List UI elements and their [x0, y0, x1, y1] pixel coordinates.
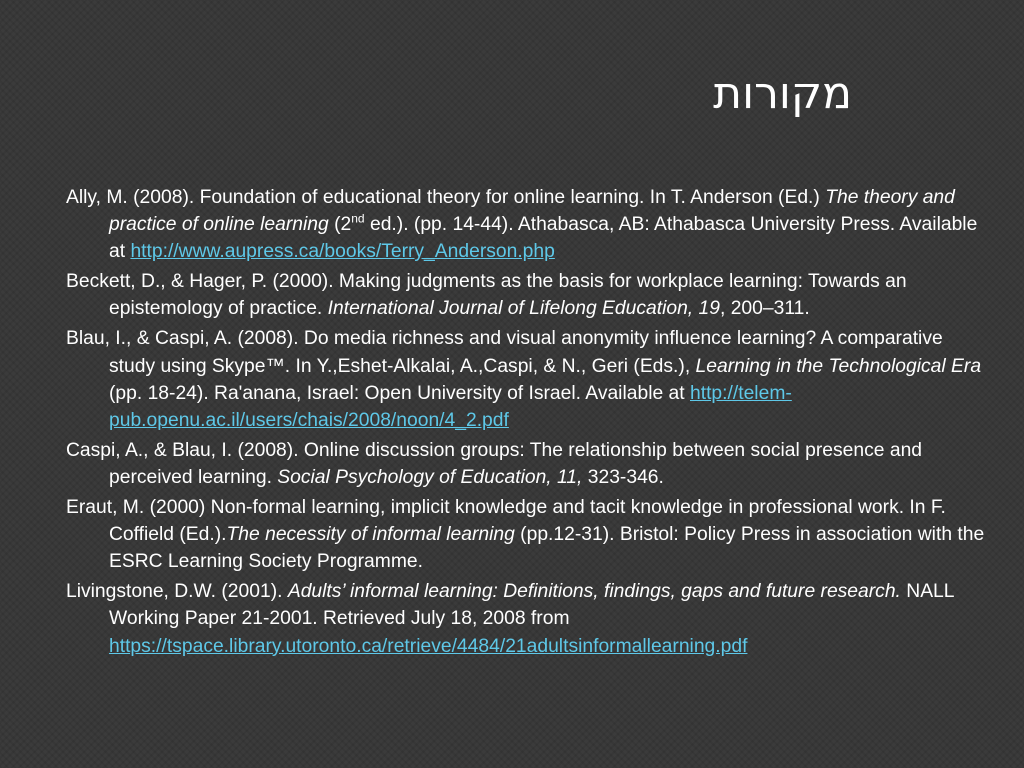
reference-link-openu[interactable]: http://telem-pub.openu.ac.il/users/chais/2008/noon/4_2.pdf [109, 382, 792, 431]
reference-caspi [66, 437, 986, 491]
reference-text: Livingstone, D.W. (2001). [66, 581, 288, 603]
reference-text: , 200–311. [719, 298, 810, 320]
reference-text: (2 [328, 214, 352, 236]
reference-text: NALL Working Paper 21-2001. Retrieved July 18, 2008 from [109, 581, 954, 630]
slide-title: מקורות [713, 68, 852, 119]
reference-text: Beckett, D., & Hager, P. (2000). Making judgments as the basis for workplace learning: Towards an epistemology of practice. [66, 271, 907, 320]
reference-link-utoronto[interactable]: https://tspace.library.utoronto.ca/retrieve/4484/21adultsinformallearning.pdf [109, 635, 748, 657]
reference-text: Caspi, A., & Blau, I. (2008). Online discussion groups: The relationship between social presence and perceived learning. [66, 439, 923, 488]
reference-ally [66, 184, 986, 265]
reference-link-aupress[interactable]: http://www.aupress.ca/books/Terry_Anderson.php [130, 241, 555, 263]
reference-superscript: nd [351, 211, 365, 226]
reference-text: 323-346. [582, 466, 664, 488]
reference-text: (pp. 18-24). Ra'anana, Israel: Open University of Israel. Available at [109, 382, 690, 404]
reference-text: ed.). (pp. 14-44). Athabasca, AB: Athabasca University Press. Available at [109, 214, 978, 263]
reference-text: Blau, I., & Caspi, A. (2008). Do media richness and visual anonymity influence learning? A comparative study using Skype™. In Y.,Eshet-Alkalai, A.,Caspi, & N., Geri (Eds.), [66, 328, 943, 377]
reference-blau [66, 325, 986, 433]
reference-work-title: International Journal of Lifelong Education, 19 [327, 298, 720, 320]
reference-work-title: Learning in the Technological Era [695, 355, 982, 377]
reference-work-title: Adults’ informal learning: Definitions, findings, gaps and future research. [287, 581, 901, 603]
reference-work-title: Social Psychology of Education, 11, [277, 466, 583, 488]
reference-list [66, 184, 986, 663]
reference-text: (pp.12-31). Bristol: Policy Press in association with the ESRC Learning Society Programme. [109, 524, 985, 573]
reference-work-title: The necessity of informal learning [226, 524, 515, 546]
reference-livingstone [66, 578, 986, 659]
reference-text: Ally, M. (2008). Foundation of educational theory for online learning. In T. Anderson (Ed.) [66, 187, 826, 208]
reference-eraut [66, 494, 986, 575]
reference-text: Eraut, M. (2000) Non-formal learning, implicit knowledge and tacit knowledge in professional work. In F. Coffield (Ed.). [66, 497, 946, 546]
reference-beckett [66, 268, 986, 322]
reference-work-title: The theory and practice of online learning [109, 187, 955, 236]
